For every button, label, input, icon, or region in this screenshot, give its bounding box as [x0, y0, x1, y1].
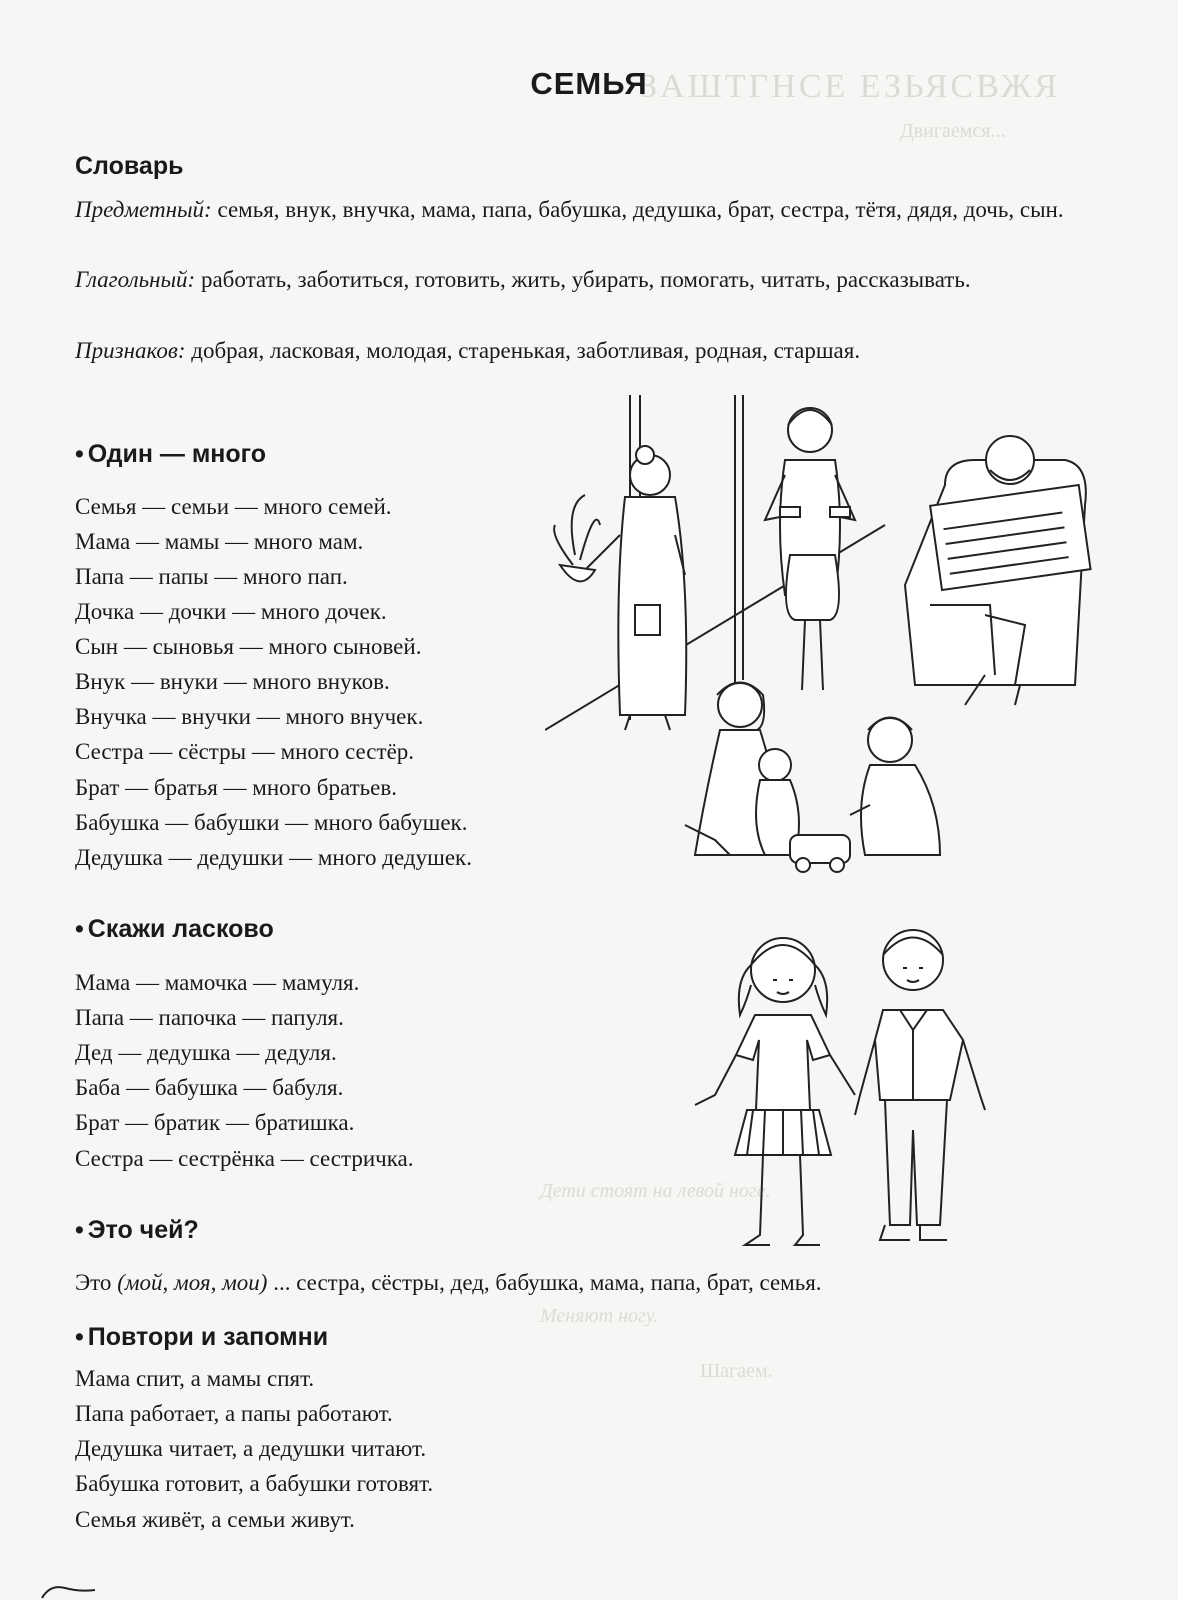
- grandmother-figure: [554, 446, 686, 730]
- one-many-line: Бабушка — бабушки — много бабушек.: [75, 810, 468, 835]
- repeat-heading: [75, 1323, 328, 1352]
- one-many-line: Брат — братья — много братьев.: [75, 775, 397, 800]
- affection-line: Папа — папочка — папуля.: [75, 1005, 344, 1030]
- affection-line: Брат — братик — братишка.: [75, 1110, 355, 1135]
- one-many-line: Семья — семьи — много семей.: [75, 494, 392, 519]
- bullet-icon: •: [75, 440, 84, 468]
- one-many-heading: [75, 440, 266, 469]
- page-title: СЕМЬЯ: [530, 66, 648, 101]
- whose-pronouns: (мой, моя, мои): [117, 1270, 268, 1295]
- page-corner-icon: [40, 1582, 100, 1600]
- one-many-line: Папа — папы — много пап.: [75, 564, 348, 589]
- children-icon: [685, 920, 1005, 1255]
- vocab-subject-label: Предметный:: [75, 197, 212, 222]
- one-many-line: Дочка — дочки — много дочек.: [75, 599, 387, 624]
- whose-line: [75, 1270, 822, 1296]
- one-many-line: Сын — сыновья — много сыновей.: [75, 634, 422, 659]
- bullet-icon: •: [75, 1216, 84, 1244]
- page: ЗАШТГНСЕ ЕЗЬЯСВЖЯ Двигаемся... Шагаем. Дети стоят на левой ноге. Меняют ногу. СЕМЬЯ Словарь Предметный: семья, внук, внучка, мама, папа, бабушка, дедушка, брат, сестра, тётя, дядя, дочь, сын. Глагольный: работать, заботиться, готовить, жить, убирать, помогать, читать, рассказывать. Признаков: добрая, ласковая, молодая, старенькая, заботливая, родная, старшая. • Один — много Семья — семьи — много семей. Мама — мамы — много мам. Папа — папы — много пап. Дочка — дочки — много дочек. Сын — сыновья — много сыновей. Внук — внуки — много внуков. Внучка — внучки — много внучек. Сестра — сёстры — много сестёр. Брат — братья — много братьев. Бабушка — бабушки — много бабушек. Дедушка — дедушки — много дедушек. • Скажи ласково Мама — мамочка — мамуля. Папа — папочка — папуля. Дед — дедушка — дедуля. Баба — бабушка — бабуля. Брат — братик — братишка. Сестра — сестрёнка — сестричка. • Это чей? Это (мой, моя, мои) ... сестра, сёстры, дед, бабушка, мама, папа, брат, семья. • Повтори и запомни Мама спит, а мамы спят. Папа работает, а папы работают. Дедушка читает, а дедушки читают. Бабушка готовит, а бабушки готовят. Семья живёт, а семьи живут.: [0, 0, 1178, 1600]
- one-many-heading-text: Один — много: [87, 440, 267, 468]
- vocab-attr: [44, 333, 1124, 368]
- one-many-line: Сестра — сёстры — много сестёр.: [75, 739, 415, 764]
- family-scene-icon: [545, 385, 1105, 905]
- vocab-attr-label: Признаков:: [75, 338, 186, 363]
- repeat-line: Папа работает, а папы работают.: [75, 1401, 393, 1426]
- girl-figure: [695, 938, 855, 1245]
- repeat-line: Мама спит, а мамы спят.: [75, 1366, 315, 1391]
- boy-car-figure: [790, 718, 940, 873]
- bullet-icon: •: [75, 1323, 84, 1351]
- mother-figure: [765, 408, 855, 690]
- whose-prefix: Это: [75, 1270, 118, 1295]
- vocab-subject-text: семья, внук, внучка, мама, папа, бабушка, дедушка, брат, сестра, тётя, дядя, дочь, сын.: [211, 197, 1064, 222]
- vocab-verb: [44, 262, 1124, 297]
- whose-heading: [75, 1216, 199, 1245]
- affection-heading-text: Скажи ласково: [87, 915, 274, 943]
- affection-line: Баба — бабушка — бабуля.: [75, 1075, 344, 1100]
- one-many-line: Внук — внуки — много внуков.: [75, 669, 390, 694]
- boy-figure: [855, 930, 985, 1240]
- affection-heading: [75, 915, 274, 944]
- vocab-subject: [44, 192, 1124, 227]
- affection-line: Мама — мамочка — мамуля.: [75, 970, 360, 995]
- repeat-line: Дедушка читает, а дедушки читают.: [75, 1436, 427, 1461]
- repeat-line: Семья живёт, а семьи живут.: [75, 1507, 355, 1532]
- vocab-attr-text: добрая, ласковая, молодая, старенькая, заботливая, родная, старшая.: [185, 338, 861, 363]
- vocab-verb-text: работать, заботиться, готовить, жить, убирать, помогать, читать, рассказывать.: [195, 267, 971, 292]
- whose-heading-text: Это чей?: [87, 1216, 199, 1244]
- repeat-heading-text: Повтори и запомни: [87, 1323, 329, 1351]
- vocab-verb-label: Глагольный:: [75, 267, 196, 292]
- one-many-line: Внучка — внучки — много внучек.: [75, 704, 424, 729]
- whose-suffix: ... сестра, сёстры, дед, бабушка, мама, папа, брат, семья.: [267, 1270, 822, 1295]
- affection-line: Сестра — сестрёнка — сестричка.: [75, 1146, 414, 1171]
- vocab-heading: Словарь: [75, 152, 184, 180]
- affection-line: Дед — дедушка — дедуля.: [75, 1040, 337, 1065]
- one-many-line: Мама — мамы — много мам.: [75, 529, 364, 554]
- bullet-icon: •: [75, 915, 84, 943]
- repeat-line: Бабушка готовит, а бабушки готовят.: [75, 1471, 434, 1496]
- one-many-line: Дедушка — дедушки — много дедушек.: [75, 845, 472, 870]
- girl-doll-figure: [685, 683, 799, 856]
- grandfather-figure: [905, 436, 1091, 705]
